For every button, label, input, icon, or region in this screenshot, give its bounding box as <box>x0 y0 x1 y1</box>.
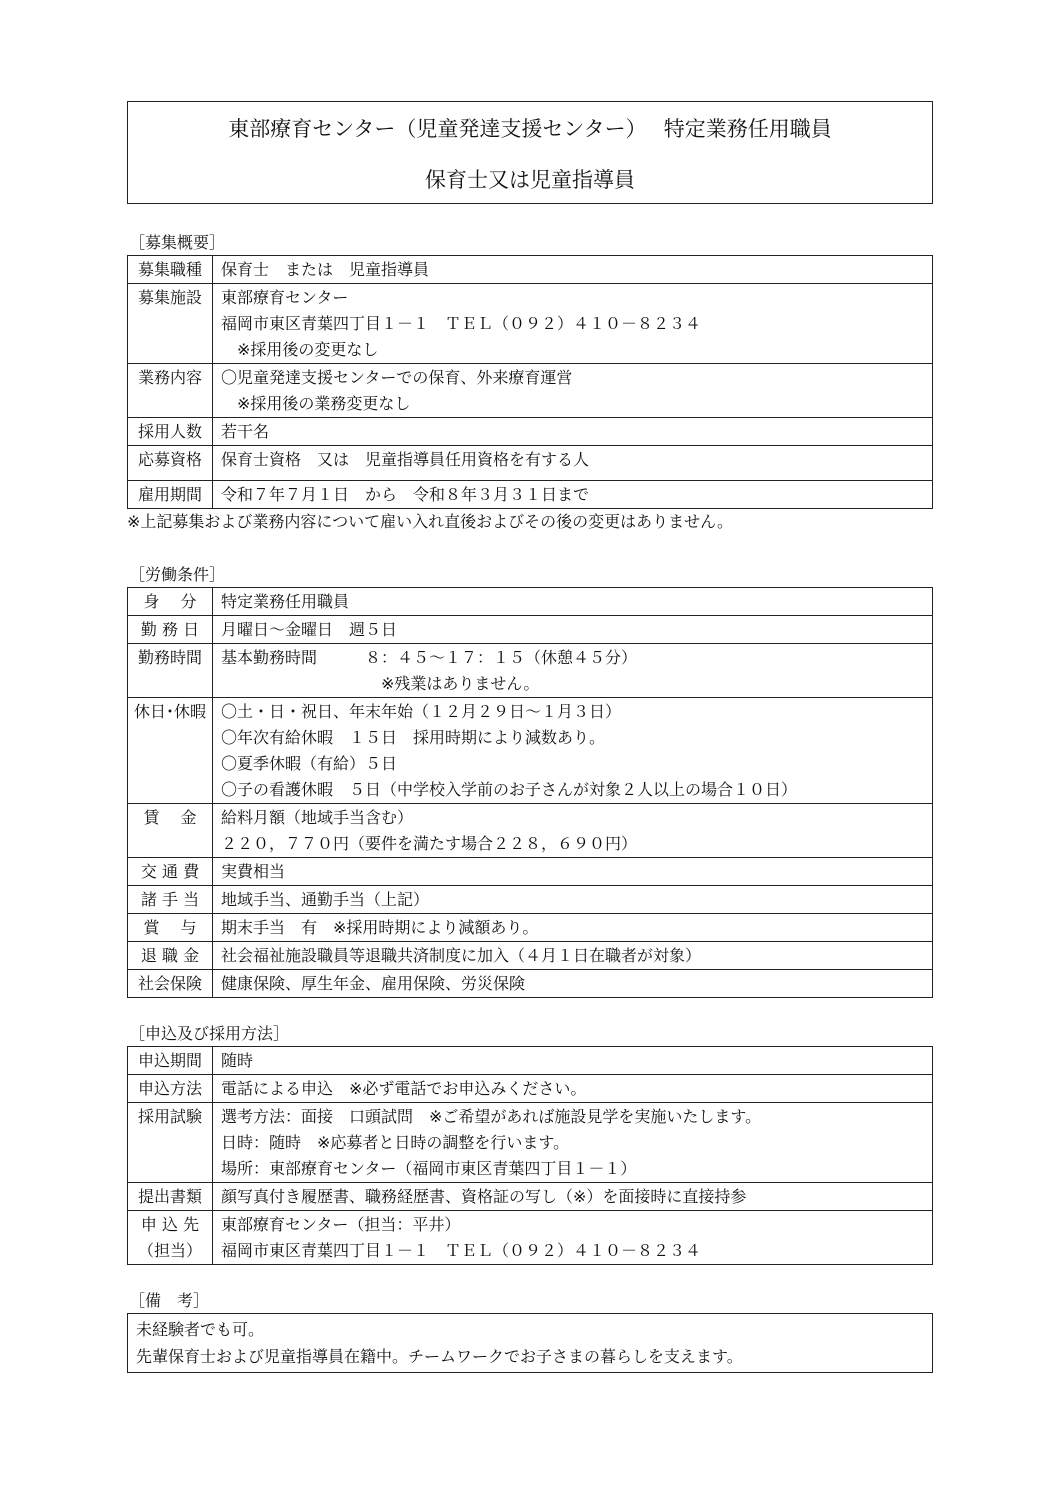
row-value: 東部療育センター（担当：平井） 福岡市東区青葉四丁目１－１ ＴＥＬ（０９２）４１０－８２３４ <box>213 1211 933 1265</box>
row-key: 賞 与 <box>128 914 213 942</box>
row-key: 雇用期間 <box>128 481 213 509</box>
remarks-line: 未経験者でも可。 <box>136 1320 265 1339</box>
row-key-line: （担当） <box>137 1241 202 1260</box>
table-row <box>128 1183 933 1211</box>
row-key: 応募資格 <box>128 446 213 481</box>
document-page <box>127 101 933 1373</box>
table-row <box>128 364 933 418</box>
row-key: 勤 務 日 <box>128 616 213 644</box>
remarks-line: 先輩保育士および児童指導員在籍中。チームワークでお子さまの暮らしを支えます。 <box>136 1347 743 1366</box>
row-value: 健康保険、厚生年金、雇用保険、労災保険 <box>213 970 933 998</box>
row-key: 業務内容 <box>128 364 213 418</box>
table-row <box>128 256 933 284</box>
row-value: 月曜日～金曜日 週５日 <box>213 616 933 644</box>
row-key: 申込方法 <box>128 1075 213 1103</box>
row-key: 賃 金 <box>128 804 213 858</box>
recruitment-note: ※上記募集および業務内容について雇い入れ直後およびその後の変更はありません。 <box>127 512 734 531</box>
row-value: 顔写真付き履歴書、職務経歴書、資格証の写し（※）を面接時に直接持参 <box>213 1183 933 1211</box>
application-table <box>127 1046 933 1265</box>
row-key: 募集職種 <box>128 256 213 284</box>
row-key: 退 職 金 <box>128 942 213 970</box>
table-row <box>128 446 933 481</box>
row-key: 諸 手 当 <box>128 886 213 914</box>
row-key: 休日･休暇 <box>128 698 213 804</box>
row-key: 採用人数 <box>128 418 213 446</box>
section-label-conditions: ［労働条件］ <box>129 565 226 584</box>
table-row <box>128 1103 933 1183</box>
page-subtitle: 保育士又は児童指導員 <box>425 168 635 192</box>
row-value: 若干名 <box>213 418 933 446</box>
table-row <box>128 284 933 364</box>
row-value: 給料月額（地域手当含む） ２２０，７７０円（要件を満たす場合２２８，６９０円） <box>213 804 933 858</box>
table-row <box>128 886 933 914</box>
row-value: 特定業務任用職員 <box>213 588 933 616</box>
row-key: 採用試験 <box>128 1103 213 1183</box>
row-value: 東部療育センター 福岡市東区青葉四丁目１－１ ＴＥＬ（０９２）４１０－８２３４ ※採用後の変更なし <box>213 284 933 364</box>
row-key-line: 申 込 先 <box>140 1215 200 1234</box>
table-row <box>128 804 933 858</box>
row-key: 申込期間 <box>128 1047 213 1075</box>
table-row <box>128 970 933 998</box>
recruitment-table <box>127 255 933 509</box>
row-key: 勤務時間 <box>128 644 213 698</box>
row-key: 募集施設 <box>128 284 213 364</box>
section-label-application: ［申込及び採用方法］ <box>129 1024 290 1043</box>
table-row <box>128 858 933 886</box>
row-value: 基本勤務時間 ８：４５～１７：１５（休憩４５分） ※残業はありません。 <box>213 644 933 698</box>
section-label-remarks: ［備 考］ <box>129 1291 210 1310</box>
table-row <box>128 1047 933 1075</box>
table-row <box>128 616 933 644</box>
row-value: 地域手当、通勤手当（上記） <box>213 886 933 914</box>
row-value: 保育士資格 又は 児童指導員任用資格を有する人 <box>213 446 933 481</box>
table-row <box>128 1075 933 1103</box>
row-value: 期末手当 有 ※採用時期により減額あり。 <box>213 914 933 942</box>
table-row <box>128 698 933 804</box>
conditions-table <box>127 587 933 998</box>
row-value: 選考方法：面接 口頭試問 ※ご希望があれば施設見学を実施いたします。 日時：随時 ※応募者と日時の調整を行います。 場所：東部療育センター（福岡市東区青葉四丁目１－１） <box>213 1103 933 1183</box>
row-key: 交 通 費 <box>128 858 213 886</box>
remarks-box <box>127 1313 933 1373</box>
table-row <box>128 588 933 616</box>
row-value: 保育士 または 児童指導員 <box>213 256 933 284</box>
table-row <box>128 942 933 970</box>
table-row <box>128 481 933 509</box>
row-value: 実費相当 <box>213 858 933 886</box>
row-key: 社会保険 <box>128 970 213 998</box>
section-label-recruitment: ［募集概要］ <box>129 233 226 252</box>
row-key: 提出書類 <box>128 1183 213 1211</box>
table-row <box>128 914 933 942</box>
row-value: 〇児童発達支援センターでの保育、外来療育運営 ※採用後の業務変更なし <box>213 364 933 418</box>
row-value: 令和７年７月１日 から 令和８年３月３１日まで <box>213 481 933 509</box>
row-key: 身 分 <box>128 588 213 616</box>
row-key <box>128 1211 213 1265</box>
row-value: 〇土・日・祝日、年末年始（１２月２９日～１月３日） 〇年次有給休暇 １５日 採用時期により減数あり。 〇夏季休暇（有給）５日 〇子の看護休暇 ５日（中学校入学前のお子さんが対象２人以上の場合１０日） <box>213 698 933 804</box>
table-row <box>128 418 933 446</box>
row-value: 社会福祉施設職員等退職共済制度に加入（４月１日在職者が対象） <box>213 942 933 970</box>
table-row <box>128 1211 933 1265</box>
row-value: 電話による申込 ※必ず電話でお申込みください。 <box>213 1075 933 1103</box>
table-row <box>128 644 933 698</box>
page-title: 東部療育センター（児童発達支援センター） 特定業務任用職員 <box>228 117 832 141</box>
row-value: 随時 <box>213 1047 933 1075</box>
title-box <box>127 101 933 204</box>
